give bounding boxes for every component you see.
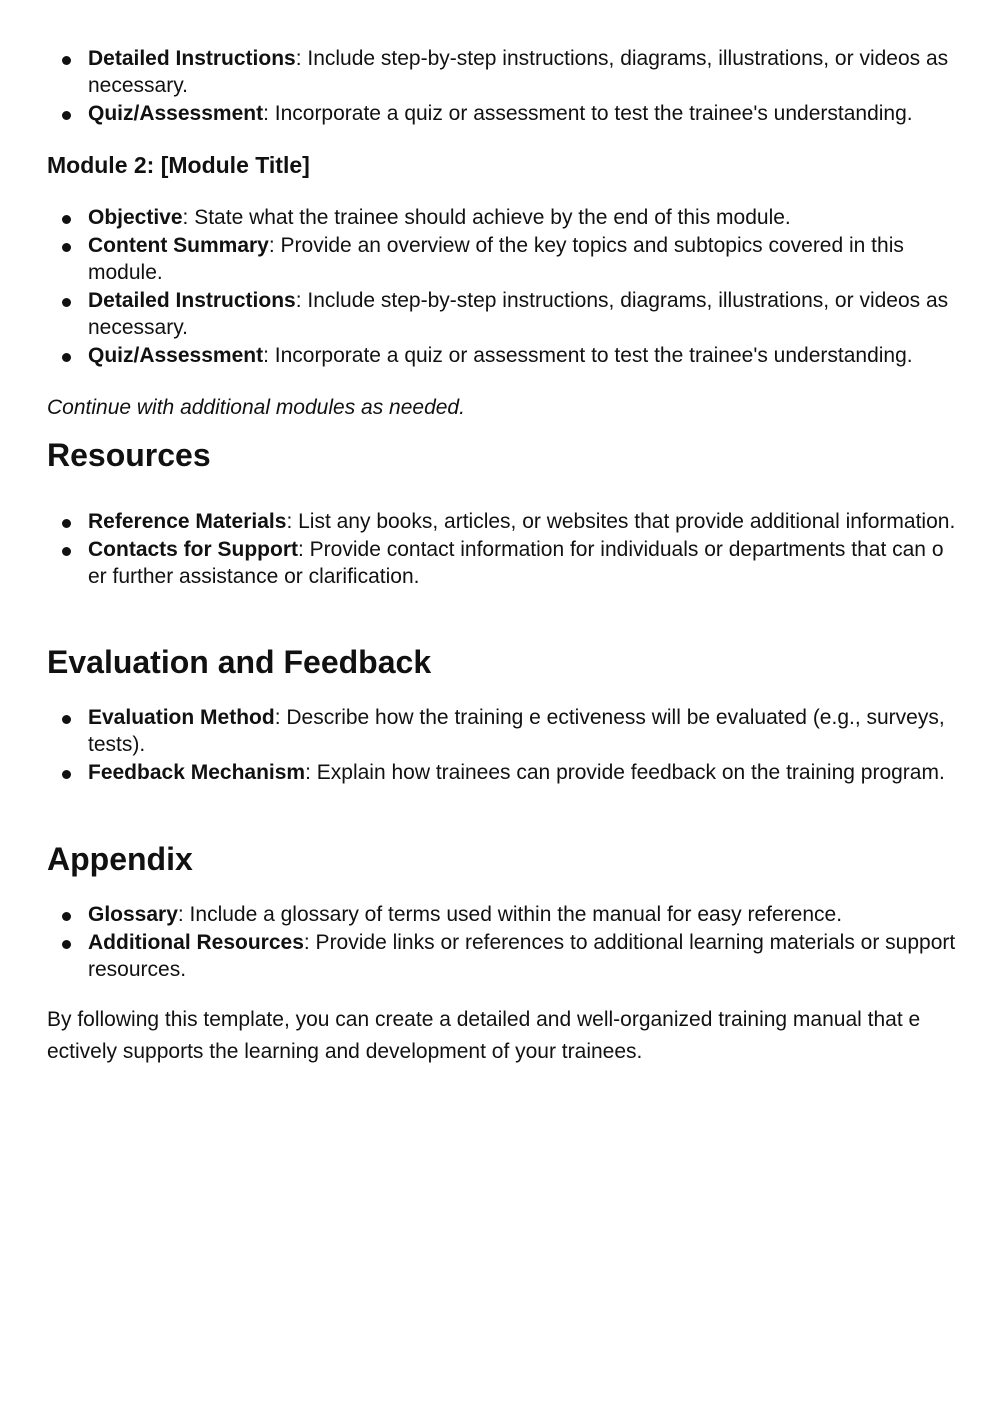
bullet-icon [62,215,71,224]
module2-title: Module 2: [Module Title] [47,152,310,178]
module2-list-block [47,204,965,370]
list-item [47,536,965,590]
closing-block [47,1004,965,1068]
evaluation-section [47,642,965,682]
resources-section [47,435,965,475]
bullet-icon [62,56,71,65]
resources-bullet-list [47,508,965,590]
appendix-bullet-list [47,901,965,983]
bullet-icon [62,353,71,362]
item-term: Detailed Instructions [88,289,296,312]
item-term: Reference Materials [88,510,287,533]
list-item [47,204,965,231]
item-term: Contacts for Support [88,538,298,561]
item-term: Glossary [88,903,178,926]
item-term: Content Summary [88,234,269,257]
module1-bullet-list [47,45,965,127]
item-term: Detailed Instructions [88,47,296,70]
bullet-icon [62,519,71,528]
item-term: Quiz/Assessment [88,344,264,367]
continue-note: Continue with additional modules as needed. [47,396,465,419]
item-text: : Incorporate a quiz or assessment to test the trainee's understanding. [263,344,913,367]
item-text: : Include a glossary of terms used within the manual for easy reference. [177,903,843,926]
resources-list-block [47,508,965,591]
bullet-icon [62,770,71,779]
evaluation-title: Evaluation and Feedback [47,644,432,680]
bullet-icon [62,547,71,556]
list-item [47,759,965,786]
item-term: Quiz/Assessment [88,102,264,125]
item-term: Evaluation Method [88,706,275,729]
list-item [47,508,965,535]
item-text: : Include step-by-step instructions, diagrams, illustrations, or videos as necessary. [88,47,949,97]
bullet-icon [62,298,71,307]
item-text: : Describe how the training e ectiveness will be evaluated (e.g., surveys, tests). [88,706,945,756]
item-text: : Provide contact information for individuals or departments that can o er further assistance or clarification. [88,538,944,588]
list-item [47,901,965,928]
bullet-icon [62,243,71,252]
bullet-icon [62,912,71,921]
item-term: Feedback Mechanism [88,761,306,784]
bullet-icon [62,111,71,120]
appendix-title: Appendix [47,841,193,877]
list-item [47,45,965,99]
list-item [47,287,965,341]
item-term: Objective [88,206,183,229]
continue-note-block [47,394,965,421]
closing-paragraph: By following this template, you can create a detailed and well-organized training manual that e ectively supports the learning and development of your trainees. [47,1008,921,1063]
list-item [47,929,965,983]
list-item [47,704,965,758]
appendix-list-block [47,901,965,984]
module2-section [47,150,965,180]
bullet-icon [62,715,71,724]
module1-continued [47,45,965,128]
item-text: : Explain how trainees can provide feedback on the training program. [305,761,945,784]
list-item [47,342,965,369]
item-text: : Include step-by-step instructions, diagrams, illustrations, or videos as necessary. [88,289,949,339]
item-term: Additional Resources [88,931,304,954]
appendix-section [47,839,965,879]
bullet-icon [62,940,71,949]
list-item [47,100,965,127]
item-text: : Incorporate a quiz or assessment to test the trainee's understanding. [263,102,913,125]
item-text: : State what the trainee should achieve by the end of this module. [182,206,791,229]
item-text: : List any books, articles, or websites that provide additional information. [286,510,956,533]
evaluation-list-block [47,704,965,787]
list-item [47,232,965,286]
item-text: : Provide links or references to additional learning materials or support resources. [88,931,956,981]
item-text: : Provide an overview of the key topics and subtopics covered in this module. [88,234,904,284]
module2-bullet-list [47,204,965,369]
resources-title: Resources [47,437,211,473]
evaluation-bullet-list [47,704,965,786]
